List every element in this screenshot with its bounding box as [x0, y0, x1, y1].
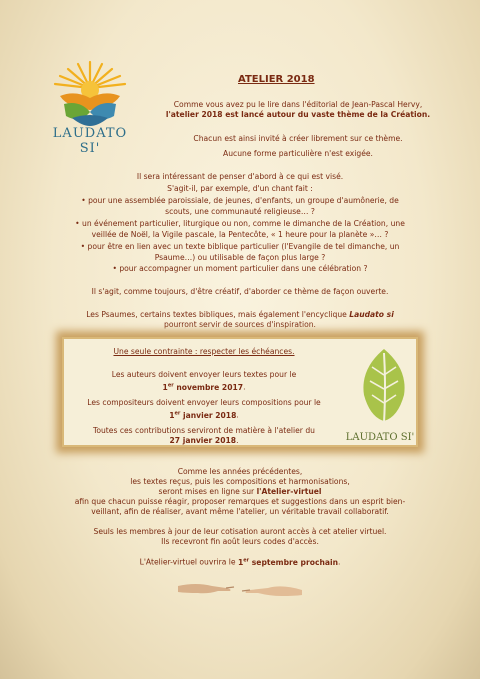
composers-date-sup: er	[174, 410, 181, 416]
body-line-2: S'agit-il, par exemple, d'un chant fait :	[167, 184, 313, 193]
opening-date-rest: septembre prochain	[249, 557, 338, 567]
all-date	[64, 436, 344, 446]
authors-date	[64, 380, 344, 393]
authors-date-rest: novembre 2017	[173, 382, 244, 392]
members-line-2: Ils recevront fin août leurs codes d'accès.	[161, 537, 319, 546]
psalms-line-1	[0, 310, 480, 320]
creative-line: Il s'agit, comme toujours, d'être créatif, d'aborder ce thème de façon ouverte.	[91, 287, 389, 296]
opening-period: .	[337, 557, 341, 567]
body-line-3: • pour une assemblée paroissiale, de jeunes, d'enfants, un groupe d'aumônerie, de	[81, 196, 399, 205]
logo-wordmark: LAUDATO SI'	[52, 126, 128, 156]
composers-date	[64, 408, 344, 421]
composers-line: Les compositeurs doivent envoyer leurs compositions pour le	[87, 398, 321, 407]
authors-period: .	[243, 382, 246, 392]
intro-line-1: Comme vous avez pu le lire dans l'éditorial de Jean-Pascal Hervy,	[173, 100, 423, 109]
outro-line-3-text: seront mises en ligne sur	[158, 487, 257, 496]
outro-line-4: afin que chacun puisse réagir, proposer remarques et suggestions dans un esprit bien-	[74, 497, 406, 506]
opening-line	[0, 555, 480, 568]
creation-of-adam-hands-icon	[178, 576, 302, 602]
opening-date-num: 1	[237, 557, 244, 567]
body-line-6: veillée de Noël, la Vigile pascale, la Pentecôte, « 1 heure pour la planète »… ?	[91, 230, 389, 239]
invite-line-2: Aucune forme particulière n'est exigée.	[223, 149, 373, 158]
body-line-5: • un événement particulier, liturgique ou non, comme le dimanche de la Création, une	[75, 219, 405, 228]
composers-date-num: 1	[169, 410, 175, 420]
body-line-7: • pour être en lien avec un texte biblique particulier (l'Evangile de tel dimanche, un	[80, 242, 400, 251]
psalms-line-2: pourront servir de sources d'inspiration.	[164, 320, 316, 329]
body-line-8: Psaume…) ou utilisable de façon plus large ?	[154, 253, 326, 262]
opening-date-sup: er	[243, 557, 250, 563]
authors-line: Les auteurs doivent envoyer leurs textes pour le	[111, 370, 297, 379]
outro-line-3	[0, 487, 480, 497]
encyclical-title: Laudato si	[349, 310, 394, 319]
invite-line-1: Chacun est ainsi invité à créer librement sur ce thème.	[193, 134, 403, 143]
composers-date-rest: janvier 2018	[180, 410, 237, 420]
outro-line-5: veillant, afin de réaliser, avant même l'atelier, un véritable travail collaboratif.	[91, 507, 389, 516]
atelier-virtuel-label: l'Atelier-virtuel	[256, 487, 322, 496]
deadlines-heading: Une seule contrainte : respecter les échéances.	[113, 347, 295, 356]
outro-line-1: Comme les années précédentes,	[177, 467, 303, 476]
leaf-logo-wordmark: LAUDATO SI'	[345, 432, 415, 443]
body-line-1: Il sera intéressant de penser d'abord à ce qui est visé.	[136, 172, 344, 181]
body-line-4: scouts, une communauté religieuse… ?	[165, 207, 315, 216]
authors-date-num: 1	[162, 382, 168, 392]
all-period: .	[236, 436, 239, 445]
outro-line-2: les textes reçus, puis les compositions et harmonisations,	[130, 477, 350, 486]
all-date-text: 27 janvier 2018	[169, 436, 237, 445]
all-line: Toutes ces contributions serviront de matière à l'atelier du	[93, 426, 315, 435]
intro-line-2: l'atelier 2018 est lancé autour du vaste thème de la Création.	[165, 110, 431, 119]
authors-date-sup: er	[167, 382, 174, 388]
body-line-9: • pour accompagner un moment particulier dans une célébration ?	[112, 264, 368, 273]
page-title: ATELIER 2018	[238, 74, 315, 85]
psalms-text: Les Psaumes, certains textes bibliques, mais également l'encyclique	[86, 310, 347, 319]
composers-period: .	[236, 410, 239, 420]
opening-text: L'Atelier-virtuel ouvrira le	[139, 557, 238, 567]
members-line-1: Seuls les membres à jour de leur cotisation auront accès à cet atelier virtuel.	[93, 527, 387, 536]
leaf-logo-icon	[358, 345, 410, 425]
